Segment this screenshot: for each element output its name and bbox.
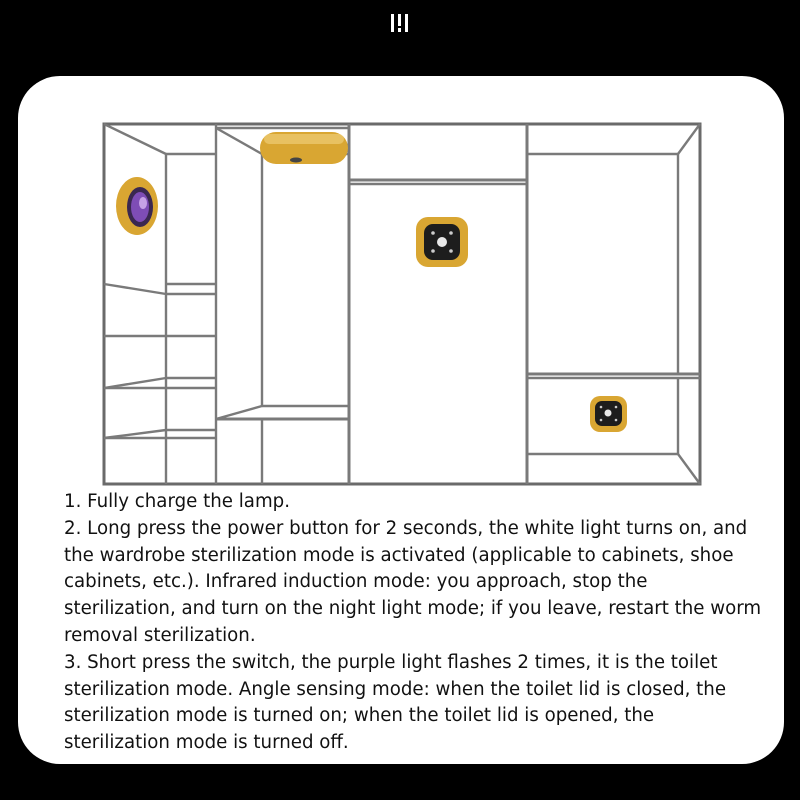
- brand-logo-icon: [389, 12, 411, 34]
- lamp-purple-light-icon: [116, 177, 158, 235]
- instruction-step-3: 3. Short press the switch, the purple light flashes 2 times, it is the toilet sterilization mode. Angle sensing mode: when the toilet lid is closed, the sterilization mode is turned on; when the toilet lid is opened, the sterilization mode is turned off.: [64, 651, 727, 754]
- instructions-text: [64, 489, 764, 757]
- instruction-card: [18, 76, 784, 764]
- lamp-small-icon: [590, 396, 627, 432]
- lamp-ceiling-icon: [260, 132, 348, 164]
- instruction-step-1: 1. Fully charge the lamp.: [64, 491, 290, 512]
- lamp-control-panel-icon: [416, 217, 468, 267]
- wardrobe-diagram: [18, 76, 784, 496]
- instruction-step-2: 2. Long press the power button for 2 seconds, the white light turns on, and the wardrobe sterilization mode is activated (applicable to cabinets, shoe cabinets, etc.). Infrared induction mode: you approach, stop the sterilization, and turn on the night light mode; if you leave, restart the worm removal sterilization.: [64, 517, 762, 646]
